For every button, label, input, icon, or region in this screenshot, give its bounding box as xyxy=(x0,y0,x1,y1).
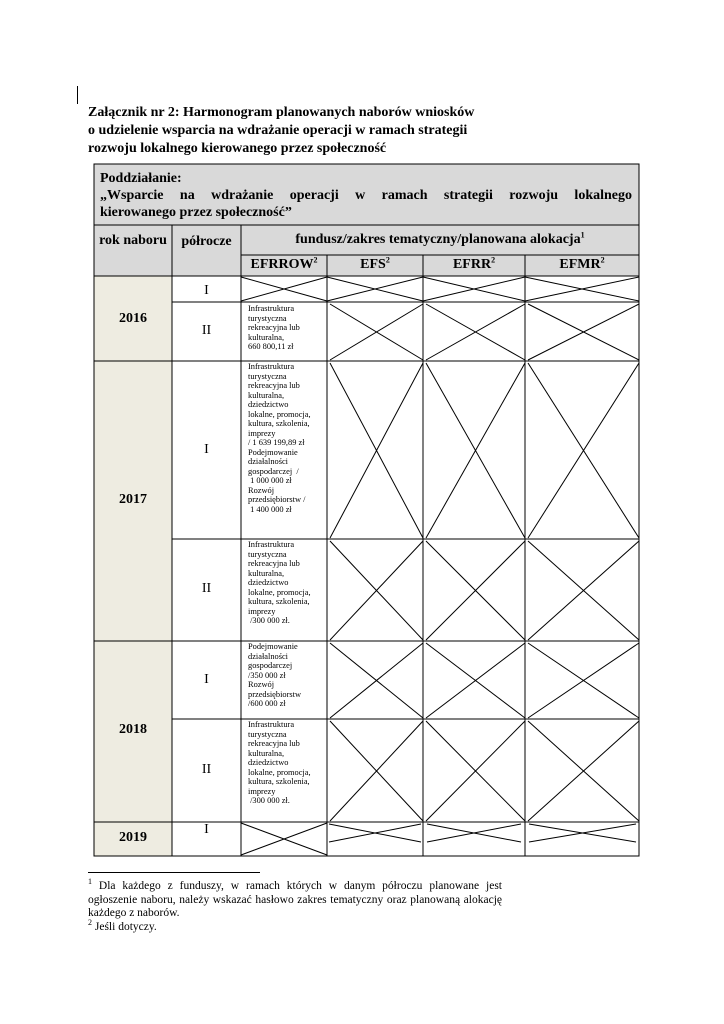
fund-efs xyxy=(327,257,423,273)
year-2017: 2017 xyxy=(119,492,147,507)
efrrow-line: działalności xyxy=(248,457,288,466)
footnote-2 xyxy=(88,918,502,935)
footnote-1 xyxy=(88,877,502,921)
half-label: I xyxy=(204,822,209,837)
year-2016: 2016 xyxy=(119,311,147,326)
efrrow-line: lokalne, promocja, xyxy=(248,587,311,597)
fund-efmr xyxy=(525,257,639,273)
footnote-ref-2: 2 xyxy=(491,255,496,265)
efrrow-line: turystyczna xyxy=(248,729,287,739)
efrrow-line: /300 000 zł. xyxy=(248,616,290,625)
footnote-ref-2: 2 xyxy=(600,255,605,265)
efrrow-line: Infrastruktura xyxy=(248,362,295,371)
subtitle-line-2: „Wsparcie na wdrażanie operacji w ramach strategii rozwoju lokalnego xyxy=(100,188,632,203)
efrrow-line: gospodarczej / xyxy=(248,466,299,476)
footnote-text: Dla każdego z funduszy, w ramach których w danym półroczu planowane jest ogłoszenie naboru, należy wskazać hasłowo zakres tematyczny oraz planowaną alokację każdego z naborów. xyxy=(88,880,502,919)
efrrow-line: /600 000 zł xyxy=(248,699,286,708)
col-header-year: rok naboru xyxy=(99,233,167,248)
col-header-fund-text: fundusz/zakres tematyczny/planowana alokacja xyxy=(295,232,581,247)
half-label: II xyxy=(201,323,212,338)
efrrow-line: dziedzictwo xyxy=(248,758,289,767)
fund-efrrow xyxy=(241,257,327,273)
efrrow-line: Rozwój xyxy=(248,680,275,689)
efrrow-line: turystyczna xyxy=(248,313,287,323)
efrrow-line: przedsiębiorstw / xyxy=(248,495,306,504)
efrrow-line: kulturalna, xyxy=(248,568,285,578)
footnote-ref-2: 2 xyxy=(313,255,318,265)
efrrow-line: dziedzictwo xyxy=(248,400,289,409)
efrrow-line: imprezy xyxy=(248,606,276,616)
efrrow-line: /300 000 zł. xyxy=(248,796,290,805)
footnote-ref-1: 1 xyxy=(580,230,585,240)
efrrow-line: lokalne, promocja, xyxy=(248,409,311,419)
efrrow-cell-2016-II xyxy=(248,304,328,352)
fund-name: EFS xyxy=(360,257,386,272)
half-label: I xyxy=(204,283,209,298)
efrrow-line: działalności xyxy=(248,651,288,661)
col-header-fund xyxy=(243,232,637,248)
half-label: II xyxy=(201,762,212,777)
efrrow-line: Infrastruktura xyxy=(248,540,295,549)
efrrow-line: 1 400 000 zł xyxy=(248,504,292,514)
fund-name: EFMR xyxy=(559,257,601,272)
efrrow-line: Podejmowanie xyxy=(248,642,298,651)
efrrow-line: Rozwój xyxy=(248,485,275,495)
efrrow-line: / 1 639 199,89 zł xyxy=(248,438,305,447)
efrrow-line: rekreacyjna lub xyxy=(248,323,300,332)
efrrow-line: rekreacyjna lub xyxy=(248,381,300,390)
subtitle-line-3: kierowanego przez społeczność” xyxy=(100,205,292,220)
subtitle-label: Poddziałanie: xyxy=(100,171,182,186)
footnote-mark: 2 xyxy=(88,918,92,928)
fund-name: EFRR xyxy=(452,257,492,272)
efrrow-line: gospodarczej xyxy=(248,661,293,670)
table-subtitle xyxy=(100,170,632,221)
efrrow-line: rekreacyjna lub xyxy=(248,559,300,568)
efrrow-line: Infrastruktura xyxy=(248,304,295,313)
efrrow-line: lokalne, promocja, xyxy=(248,767,311,777)
efrrow-line: kulturalna, xyxy=(248,748,285,758)
fund-efrr xyxy=(423,257,525,273)
half-label: I xyxy=(204,442,209,457)
efrrow-line: Podejmowanie xyxy=(248,447,298,457)
efrrow-line: turystyczna xyxy=(248,371,287,381)
efrrow-cell-2017-I xyxy=(248,362,328,514)
efrrow-line: kultura, szkolenia, xyxy=(248,777,310,786)
footnote-text: Jeśli dotyczy. xyxy=(92,921,157,933)
efrrow-line: kultura, szkolenia, xyxy=(248,597,310,606)
efrrow-line: przedsiębiorstw xyxy=(248,689,302,699)
efrrow-line: imprezy xyxy=(248,428,276,438)
title-line-3: rozwoju lokalnego kierowanego przez społeczność xyxy=(88,141,387,156)
efrrow-line: /350 000 zł xyxy=(248,670,286,680)
efrrow-line: kulturalna, xyxy=(248,390,285,400)
footnote-separator xyxy=(88,872,260,873)
footnote-ref-2: 2 xyxy=(385,255,390,265)
efrrow-line: kultura, szkolenia, xyxy=(248,419,310,428)
efrrow-line: 660 800,11 zł xyxy=(248,342,294,351)
footnote-mark: 1 xyxy=(88,877,92,887)
efrrow-line: turystyczna xyxy=(248,549,287,559)
year-2019: 2019 xyxy=(119,830,147,845)
efrrow-line: rekreacyjna lub xyxy=(248,739,300,748)
efrrow-line: 1 000 000 zł xyxy=(248,476,292,485)
half-label: I xyxy=(204,672,209,687)
efrrow-cell-2017-II xyxy=(248,540,328,626)
fund-name: EFRROW xyxy=(250,257,314,272)
title-line-2: o udzielenie wsparcia na wdrażanie operacji w ramach strategii xyxy=(88,123,468,138)
efrrow-cell-2018-I xyxy=(248,642,328,709)
efrrow-cell-2018-II xyxy=(248,720,328,806)
year-2018: 2018 xyxy=(119,722,147,737)
half-label: II xyxy=(201,581,212,596)
efrrow-line: dziedzictwo xyxy=(248,578,289,587)
efrrow-line: imprezy xyxy=(248,786,276,796)
title-line-1: Załącznik nr 2: Harmonogram planowanych naborów wniosków xyxy=(88,105,475,120)
efrrow-line: kulturalna, xyxy=(248,332,285,342)
efrrow-line: Infrastruktura xyxy=(248,720,295,729)
col-header-half: półrocze xyxy=(181,234,232,249)
